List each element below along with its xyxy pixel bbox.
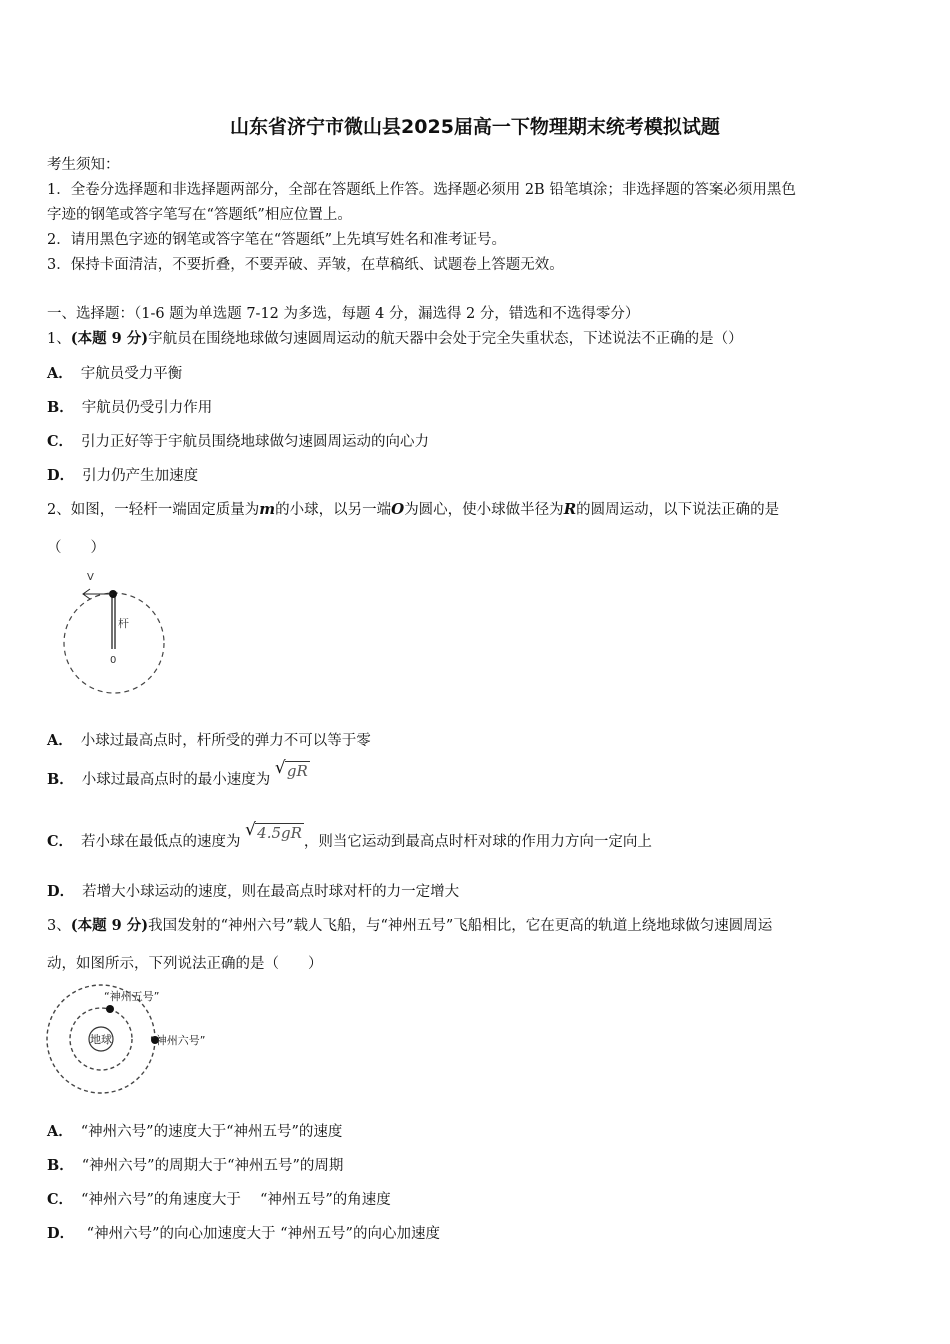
notice-heading: 考生须知： bbox=[47, 157, 120, 173]
rod-label: 杆 bbox=[118, 617, 129, 630]
velocity-label: V bbox=[87, 572, 94, 583]
symbol-r: R bbox=[563, 500, 577, 518]
orbit-figure bbox=[40, 982, 240, 1102]
page-title: 山东省济宁市微山县2025届高一下物理期末统考模拟试题 bbox=[230, 116, 720, 138]
question-1-option-c[interactable]: C． 引力正好等于宇航员围绕地球做匀速圆周运动的向心力 bbox=[47, 433, 430, 450]
sqrt-gr: √ gR bbox=[274, 758, 308, 780]
notice-line-1a: 1．全卷分选择题和非选择题两部分，全部在答题纸上作答。选择题必须用 2B 铅笔填涂；非选择题的答案必须用黑色 bbox=[47, 182, 796, 198]
question-3-stem-line-1: 3、(本题 9 分)我国发射的“神州六号”载人飞船，与“神州五号”飞船相比，它在更高的轨道上绕地球做匀速圆周运 bbox=[47, 917, 773, 934]
question-1-stem bbox=[47, 327, 743, 348]
notice-line-1b: 字迹的钢笔或答字笔写在“答题纸”相应位置上。 bbox=[47, 207, 352, 223]
question-3-option-b[interactable]: B． “神州六号”的周期大于“神州五号”的周期 bbox=[47, 1157, 344, 1174]
notice-line-2: 2．请用黑色字迹的钢笔或答字笔在“答题纸”上先填写姓名和准考证号。 bbox=[47, 232, 507, 248]
symbol-o: O bbox=[391, 500, 405, 518]
shenzhou-5-label: “神州五号” bbox=[104, 990, 160, 1003]
section-heading: 一、选择题：（1-6 题为单选题 7-12 为多选，每题 4 分，漏选得 2 分，错选和不选得零分） bbox=[47, 306, 640, 322]
shenzhou-6-label: “神州六号” bbox=[150, 1034, 206, 1047]
question-2-option-d[interactable]: D． 若增大小球运动的速度，则在最高点时球对杆的力一定增大 bbox=[47, 883, 460, 900]
sqrt-4-5gr: √ 4.5gR bbox=[245, 820, 302, 842]
symbol-m: m bbox=[259, 500, 276, 518]
question-2-stem: 2、如图，一轻杆一端固定质量为m的小球，以另一端O为圆心，使小球做半径为R的圆周运动，以下说法正确的是 bbox=[47, 500, 780, 518]
question-3-stem-line-2: 动，如图所示，下列说法正确的是（ ） bbox=[47, 956, 323, 972]
question-2-option-c[interactable]: C． 若小球在最低点的速度为 √ 4.5gR ，则当它运动到最高点时杆对球的作用力方向一定向上 bbox=[47, 820, 652, 850]
circular-path bbox=[64, 593, 164, 693]
question-1-score: (本题 9 分) bbox=[70, 330, 149, 347]
question-1-number: 1、 bbox=[47, 331, 71, 347]
question-2-paren: （ ） bbox=[47, 540, 105, 556]
question-3-score: (本题 9 分) bbox=[70, 917, 149, 934]
question-2-option-b[interactable]: B． 小球过最高点时的最小速度为 √ gR bbox=[47, 758, 308, 788]
shenzhou-5-dot bbox=[106, 1005, 114, 1013]
question-3-option-d[interactable]: D． “神州六号”的向心加速度大于 “神州五号”的向心加速度 bbox=[47, 1225, 440, 1242]
question-3-option-a[interactable]: A． “神州六号”的速度大于“神州五号”的速度 bbox=[47, 1123, 343, 1140]
center-label: 0 bbox=[110, 655, 117, 666]
question-2-option-a[interactable]: A． 小球过最高点时，杆所受的弹力不可以等于零 bbox=[47, 732, 371, 749]
question-3-option-c[interactable]: C． “神州六号”的角速度大于 “神州五号”的角速度 bbox=[47, 1191, 391, 1208]
question-1-option-d[interactable]: D． 引力仍产生加速度 bbox=[47, 467, 199, 484]
earth-label: 地球 bbox=[90, 1033, 112, 1046]
question-1-option-a[interactable]: A． 宇航员受力平衡 bbox=[47, 365, 183, 382]
notice-line-3: 3．保持卡面清洁，不要折叠，不要弄破、弄皱，在草稿纸、试题卷上答题无效。 bbox=[47, 257, 564, 273]
question-1-text: 宇航员在围绕地球做匀速圆周运动的航天器中会处于完全失重状态，下述说法不正确的是（） bbox=[148, 331, 743, 347]
question-1-option-b[interactable]: B． 宇航员仍受引力作用 bbox=[47, 399, 213, 416]
rod-circle-figure bbox=[55, 565, 185, 710]
